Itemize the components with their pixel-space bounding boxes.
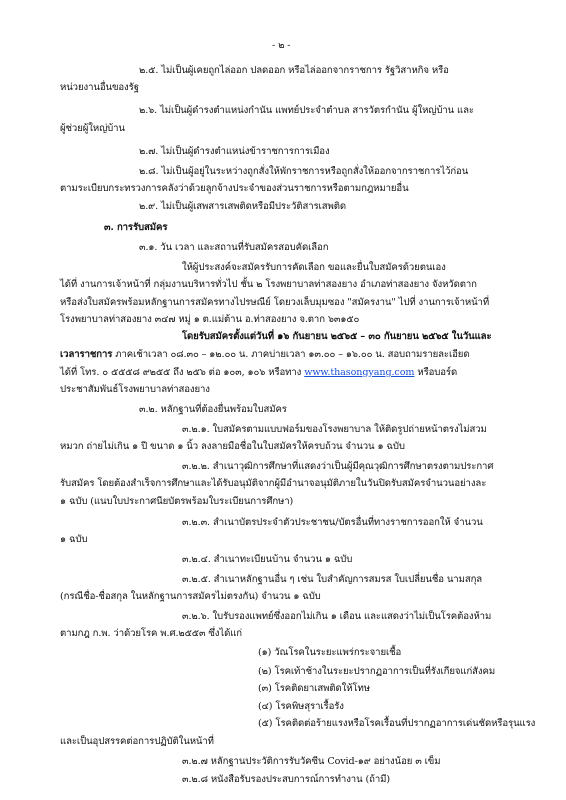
item-2-6-cont: ผู้ช่วยผู้ใหญ่บ้าน: [60, 123, 125, 135]
item-2-8: ๒.๘. ไม่เป็นผู้อยู่ในระหว่างถูกสั่งให้พักราชการหรือถูกสั่งให้ออกจากราชการไว้ก่อน: [139, 166, 469, 178]
doc-3-2-5: ๓.๒.๕. สำเนาหลักฐานอื่น ๆ เช่น ใบสำคัญการสมรส ใบเปลี่ยนชื่อ นามสกุล: [182, 573, 483, 585]
disease-item: (๓) โรคติดยาเสพติดให้โทษ: [258, 682, 370, 694]
item-2-8-cont: ตามระเบียบกระทรวงการคลังว่าด้วยลูกจ้างประจำของส่วนราชการหรือตามกฎหมายอื่น: [60, 183, 409, 195]
section-3-1: ๓.๑. วัน เวลา และสถานที่รับสมัครสอบคัดเลือก: [139, 242, 329, 254]
application-para-2: ได้ที่ งานการเจ้าหน้าที่ กลุ่มงานบริหารทั่วไป ชั้น ๒ โรงพยาบาลท่าสองยาง อำเภอท่าสองยาง จังหวัดตาก: [60, 278, 477, 290]
contact-text: ได้ที่ โทร. ๐ ๕๕๕๘ ๙๒๕๕ ถึง ๒๕๖ ต่อ ๑๐๓, ๑๐๖ หรือทาง: [60, 366, 305, 378]
contact-suffix: หรือบอร์ด: [414, 366, 458, 378]
disease-item: (๕) โรคติดต่อร้ายแรงหรือโรคเรื้อนที่ปรากฏอาการเด่นชัดหรือรุนแรง: [258, 718, 536, 730]
doc-3-2-3-cont: ๑ ฉบับ: [60, 533, 88, 545]
doc-3-2-7: ๓.๒.๗ หลักฐานประวัติการรับวัคซีน Covid-๑๙ อย่างน้อย ๓ เข็ม: [182, 756, 441, 767]
item-2-9: ๒.๙. ไม่เป็นผู้เสพสารเสพติดหรือมีประวัติสารเสพติด: [139, 201, 346, 213]
page-number: - ๒ -: [272, 40, 291, 51]
website-link[interactable]: www.thasongyang.com: [304, 366, 415, 378]
doc-3-2-1-cont: หมวก ถ่ายไม่เกิน ๑ ปี ขนาด ๑ นิ้ว ลงลายมือชื่อในใบสมัครให้ครบถ้วน จำนวน ๑ ฉบับ: [60, 441, 405, 453]
application-para-1: ให้ผู้ประสงค์จะสมัครรับการคัดเลือก ขอและยื่นใบสมัครด้วยตนเอง: [182, 261, 446, 273]
item-2-7: ๒.๗. ไม่เป็นผู้ดำรงตำแหน่งข้าราชการการเมือง: [139, 146, 330, 157]
office-hours-text: ภาคเช้าเวลา ๐๘.๓๐ – ๑๒.๐๐ น. ภาคบ่ายเวลา ๑๓.๐๐ – ๑๖.๐๐ น. สอบถามรายละเอียด: [112, 349, 470, 361]
contact-line-2: ประชาสัมพันธ์โรงพยาบาลท่าสองยาง: [60, 383, 210, 395]
item-2-6: ๒.๖. ไม่เป็นผู้ดำรงตำแหน่งกำนัน แพทย์ประจำตำบล สารวัตรกำนัน ผู้ใหญ่บ้าน และ: [139, 104, 474, 116]
disease-item: (๒) โรคเท้าช้างในระยะปรากฏอาการเป็นที่รังเกียจแก่สังคม: [258, 665, 496, 677]
item-2-5: ๒.๕. ไม่เป็นผู้เคยถูกไล่ออก ปลดออก หรือไล่ออกจากราชการ รัฐวิสาหกิจ หรือ: [139, 64, 449, 76]
doc-3-2-5-cont: (กรณีชื่อ-ชื่อสกุล ในหลักฐานการสมัครไม่ตรงกัน) จำนวน ๑ ฉบับ: [60, 591, 321, 603]
doc-3-2-6-cont2: และเป็นอุปสรรคต่อการปฏิบัติในหน้าที่: [60, 736, 214, 748]
doc-3-2-6-cont: ตามกฎ ก.พ. ว่าด้วยโรค พ.ศ.๒๕๕๓ ซึ่งได้แก่: [60, 628, 243, 640]
section-3-heading: ๓. การรับสมัคร: [104, 222, 168, 234]
contact-line: [60, 367, 457, 379]
doc-3-2-2-cont2: ๑ ฉบับ (แนบใบประกาศนียบัตรพร้อมใบระเบียนการศึกษา): [60, 496, 294, 508]
doc-3-2-2-cont: รับสมัคร โดยต้องสำเร็จการศึกษาและได้รับอนุมัติจากผู้มีอำนาจอนุมัติภายในวันปิดรับสมัครจำนวนอย่างละ: [60, 478, 487, 490]
application-para-4: โรงพยาบาลท่าสองยาง ๓๔๗ หมู่ ๑ ต.แม่ต้าน อ.ท่าสองยาง จ.ตาก ๖๓๑๕๐: [60, 314, 360, 326]
application-dates: โดยรับสมัครตั้งแต่วันที่ ๑๖ กันยายน ๒๕๖๕ – ๓๐ กันยายน ๒๕๖๕ ในวันและ: [182, 331, 492, 343]
office-hours: [60, 349, 469, 361]
doc-3-2-3: ๓.๒.๓. สำเนาบัตรประจำตัวประชาชน/บัตรอื่นที่ทางราชการออกให้ จำนวน: [182, 516, 483, 528]
office-hours-label: เวลาราชการ: [60, 349, 113, 361]
doc-3-2-4: ๓.๒.๔. สำเนาทะเบียนบ้าน จำนวน ๑ ฉบับ: [182, 553, 353, 565]
section-3-2: ๓.๒. หลักฐานที่ต้องยื่นพร้อมใบสมัคร: [139, 403, 287, 415]
doc-3-2-8: ๓.๒.๘ หนังสือรับรองประสบการณ์การทำงาน (ถ้ามี): [182, 774, 390, 785]
disease-item: (๔) โรคพิษสุราเรื้อรัง: [258, 700, 344, 712]
disease-item: (๑) วัณโรคในระยะแพร่กระจายเชื้อ: [258, 647, 402, 659]
doc-3-2-6: ๓.๒.๖. ใบรับรองแพทย์ซึ่งออกไม่เกิน ๑ เดือน และแสดงว่าไม่เป็นโรคต้องห้าม: [182, 611, 492, 623]
item-2-5-cont: หน่วยงานอื่นของรัฐ: [60, 82, 139, 94]
doc-3-2-2: ๓.๒.๒. สำเนาวุฒิการศึกษาที่แสดงว่าเป็นผู้มีคุณวุฒิการศึกษาตรงตามประกาศ: [182, 461, 494, 473]
application-para-3: หรือส่งใบสมัครพร้อมหลักฐานการสมัครทางไปรษณีย์ โดยวงเล็บมุมซอง "สมัครงาน" ไปที่ งานการเจ้าหน้าที่: [60, 296, 490, 308]
doc-3-2-1: ๓.๒.๑. ใบสมัครตามแบบฟอร์มของโรงพยาบาล ให้ติดรูปถ่ายหน้าตรงไม่สวม: [182, 423, 487, 435]
